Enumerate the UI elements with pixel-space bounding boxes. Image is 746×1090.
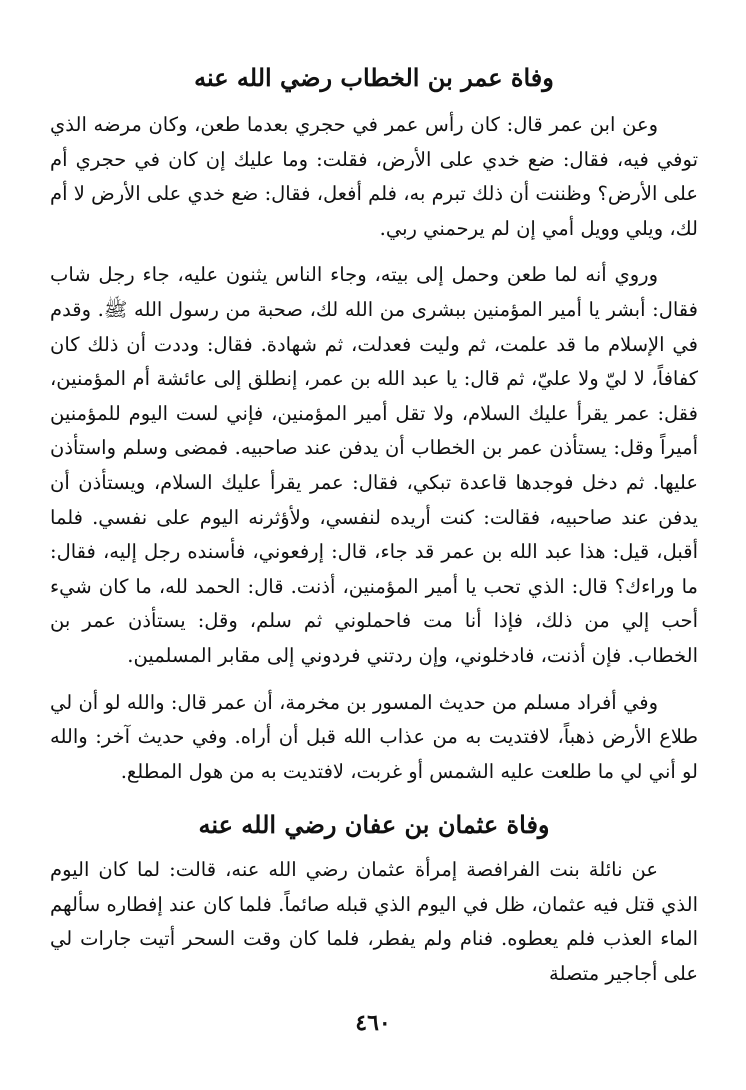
paragraph-text: عن نائلة بنت الفرافصة إمرأة عثمان رضي الله عنه، قالت: لما كان اليوم الذي قتل فيه عثمان، ظل في اليوم الذي قبله صائماً. فلما كان عند إفطاره سألهم الماء العذب فلم يعطوه. فنام ولم يفطر، فلما كان وقت السحر أتيت جارات لي على أجاجير متصلة [50,858,698,986]
paragraph-umar-2 [50,258,698,673]
paragraph-umar-3 [50,686,698,790]
section-heading-umar: وفاة عمر بن الخطاب رضي الله عنه [194,63,554,92]
paragraph-umar-1 [50,108,698,246]
paragraph-text: وعن ابن عمر قال: كان رأس عمر في حجري بعدما طعن، وكان مرضه الذي توفي فيه، فقال: ضع خدي على الأرض، فقلت: وما عليك إن كان في حجري أم على الأرض؟ وظننت أن ذلك تبرم به، فلم أفعل، فقال: ضع خدي على الأرض لا أم لك، ويلي وويل أمي إن لم يرحمني ربي. [50,113,698,240]
paragraph-uthman-1 [50,853,698,991]
paragraph-text: وروي أنه لما طعن وحمل إلى بيته، وجاء الناس يثنون عليه، جاء رجل شاب فقال: أبشر يا أمير المؤمنين ببشرى من الله لك، صحبة من رسول الله ﷺ. وقدم في الإسلام ما قد علمت، ثم وليت فعدلت، ثم شهادة. فقال: وددت أن ذلك كان كفافاً، لا ليّ ولا عليّ، ثم قال: يا عبد الله بن عمر، إنطلق إلى عائشة أم المؤمنين، فقل: عمر يقرأ عليك السلام، ولا تقل أمير المؤمنين، فإني لست اليوم للمؤمنين أميراً وقل: يستأذن عمر بن الخطاب أن يدفن عند صاحبيه. فمضى وسلم واستأذن عليها. ثم دخل فوجدها قاعدة تبكي، فقال: عمر يقرأ عليك السلام، ويستأذن أن يدفن عند صاحبيه، فقالت: كنت أريده لنفسي، ولأؤثرنه اليوم على نفسي. فلما أقبل، قيل: هذا عبد الله بن عمر قد جاء، قال: إرفعوني، فأسنده رجل إليه، فقال: ما وراءك؟ قال: الذي تحب يا أمير المؤمنين، أذنت. قال: الحمد لله، ما كان شيء أحب إلي من ذلك، فإذا أنا مت فاحملوني ثم سلم، وقل: يستأذن عمر بن الخطاب. فإن أذنت، فادخلوني، وإن ردتني فردوني إلى مقابر المسلمين. [50,263,698,667]
page-number: ٤٦٠ [355,1010,391,1036]
paragraph-text: وفي أفراد مسلم من حديث المسور بن مخرمة، أن عمر قال: والله لو أن لي طلاع الأرض ذهباً، لافتديت به من عذاب الله قبل أن أراه. وفي حديث آخر: والله لو أني لي ما طلعت عليه الشمس أو غربت، لافتديت به من هول المطلع. [50,690,698,783]
section-heading-uthman: وفاة عثمان بن عفان رضي الله عنه [198,810,550,840]
